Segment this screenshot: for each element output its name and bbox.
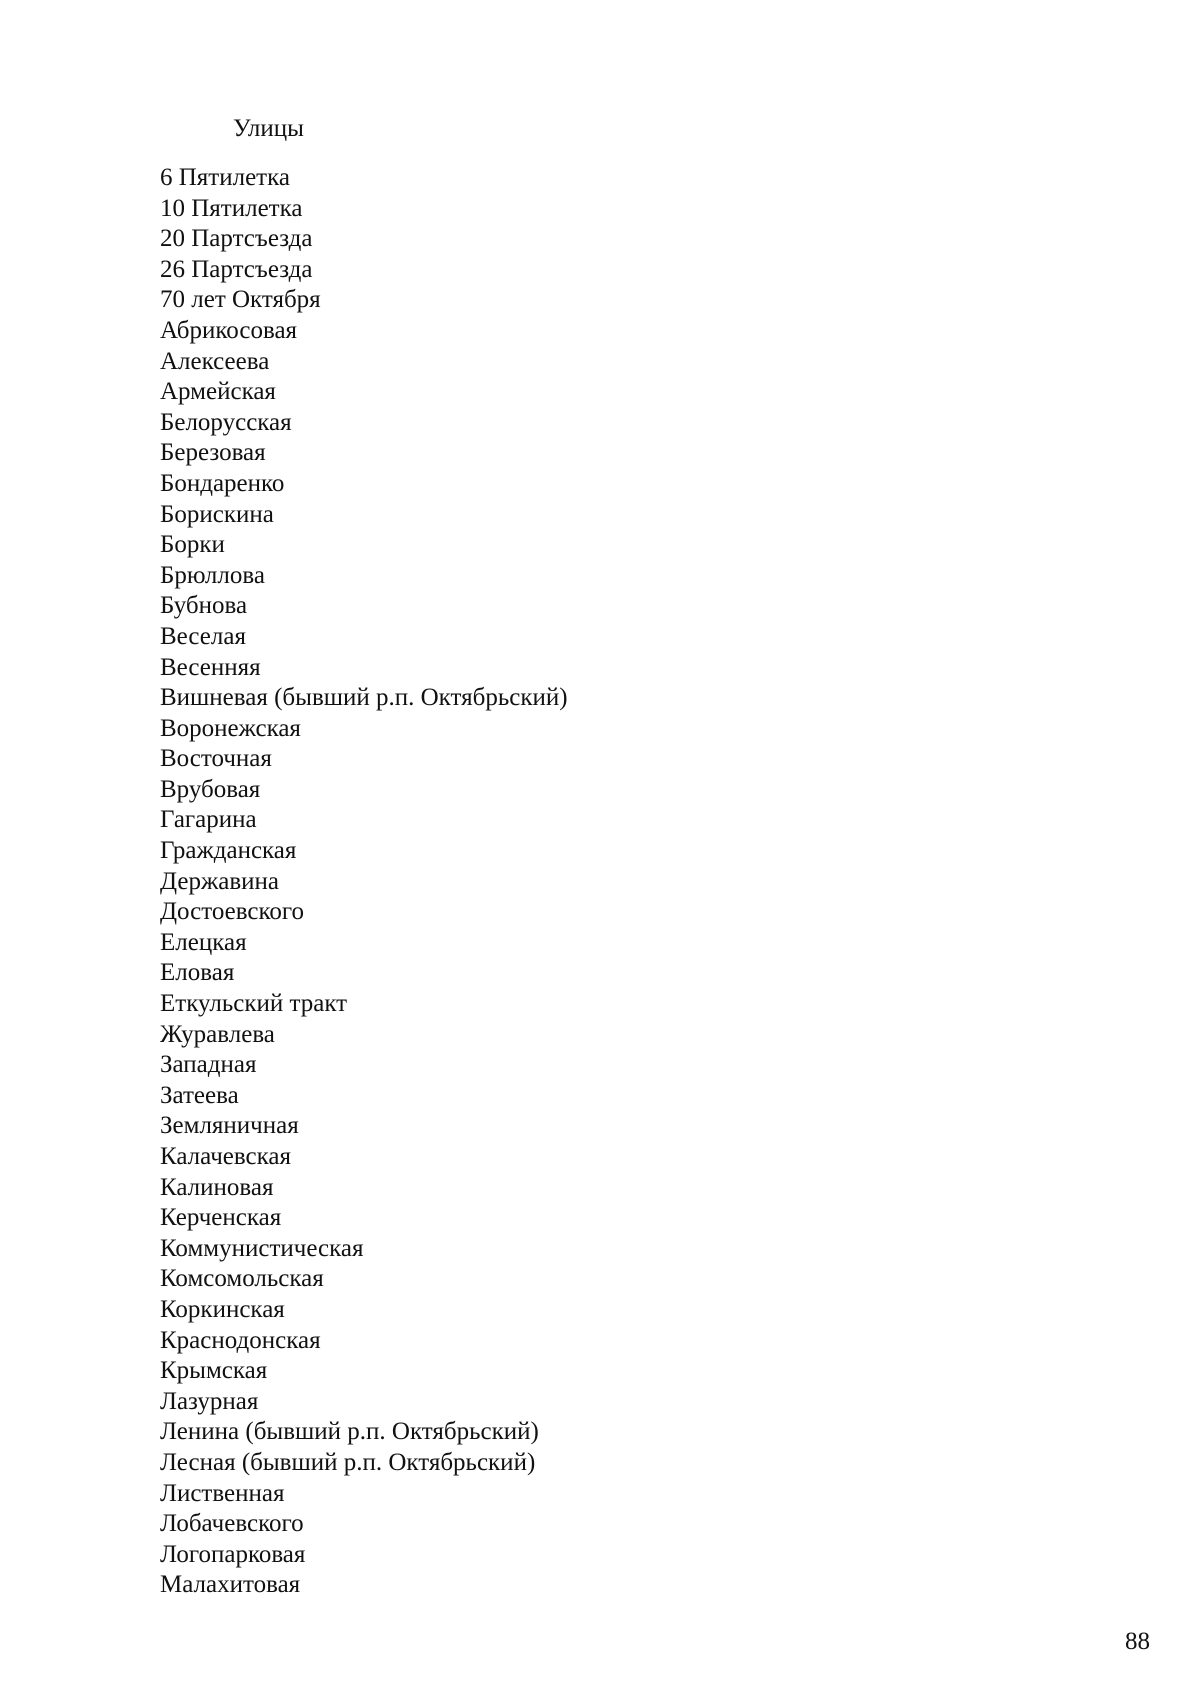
street-item: Веселая	[160, 622, 246, 650]
street-item: Белорусская	[160, 408, 292, 436]
street-item: Воронежская	[160, 714, 301, 742]
street-item: Абрикосовая	[160, 316, 298, 344]
street-item: Березовая	[160, 439, 266, 467]
street-item: Борискина	[160, 500, 274, 528]
street-item: Бондаренко	[160, 469, 285, 497]
street-item: Керченская	[160, 1204, 282, 1232]
street-item: Земляничная	[160, 1112, 299, 1140]
street-item: Гражданская	[160, 837, 297, 865]
street-list	[160, 163, 568, 1601]
street-item: Гагарина	[160, 806, 257, 834]
street-item: Бубнова	[160, 592, 248, 620]
street-item: Краснодонская	[160, 1326, 321, 1354]
street-item: 26 Партсъезда	[160, 255, 313, 283]
street-item: Лазурная	[160, 1387, 259, 1415]
street-item: Логопарковая	[160, 1540, 306, 1568]
street-item: 6 Пятилетка	[160, 164, 290, 191]
street-item: Малахитовая	[160, 1571, 301, 1599]
street-item: Затеева	[160, 1081, 239, 1109]
street-item: Калиновая	[160, 1173, 274, 1201]
street-item: 70 лет Октября	[160, 286, 321, 314]
street-item: Еткульский тракт	[160, 990, 348, 1018]
street-item: Достоевского	[160, 898, 305, 926]
street-item: Лиственная	[160, 1479, 285, 1507]
street-item: Державина	[160, 867, 279, 895]
page-number: 88	[1125, 1628, 1150, 1655]
street-item: Борки	[160, 531, 225, 559]
street-item: Западная	[160, 1051, 257, 1079]
street-item: Журавлева	[160, 1020, 275, 1048]
street-item: Коркинская	[160, 1295, 285, 1323]
street-item: Крымская	[160, 1357, 268, 1385]
street-item: Ленина (бывший р.п. Октябрьский)	[160, 1418, 539, 1446]
street-item: Вишневая (бывший р.п. Октябрьский)	[160, 684, 568, 712]
street-item: Алексеева	[160, 347, 270, 375]
street-item: Брюллова	[160, 561, 265, 589]
street-item: Еловая	[160, 959, 235, 987]
street-item: Армейская	[160, 378, 276, 406]
street-item: Врубовая	[160, 775, 261, 803]
street-item: 20 Партсъезда	[160, 225, 313, 253]
street-item: Комсомольская	[160, 1265, 324, 1293]
street-item: Весенняя	[160, 653, 261, 681]
street-item: Елецкая	[160, 928, 247, 956]
street-item: 10 Пятилетка	[160, 194, 303, 222]
street-item: Лесная (бывший р.п. Октябрьский)	[160, 1448, 536, 1476]
street-item: Калачевская	[160, 1143, 292, 1170]
street-item: Коммунистическая	[160, 1234, 364, 1262]
street-item: Лобачевского	[160, 1510, 304, 1538]
section-heading: Улицы	[233, 115, 304, 142]
street-item: Восточная	[160, 745, 272, 773]
